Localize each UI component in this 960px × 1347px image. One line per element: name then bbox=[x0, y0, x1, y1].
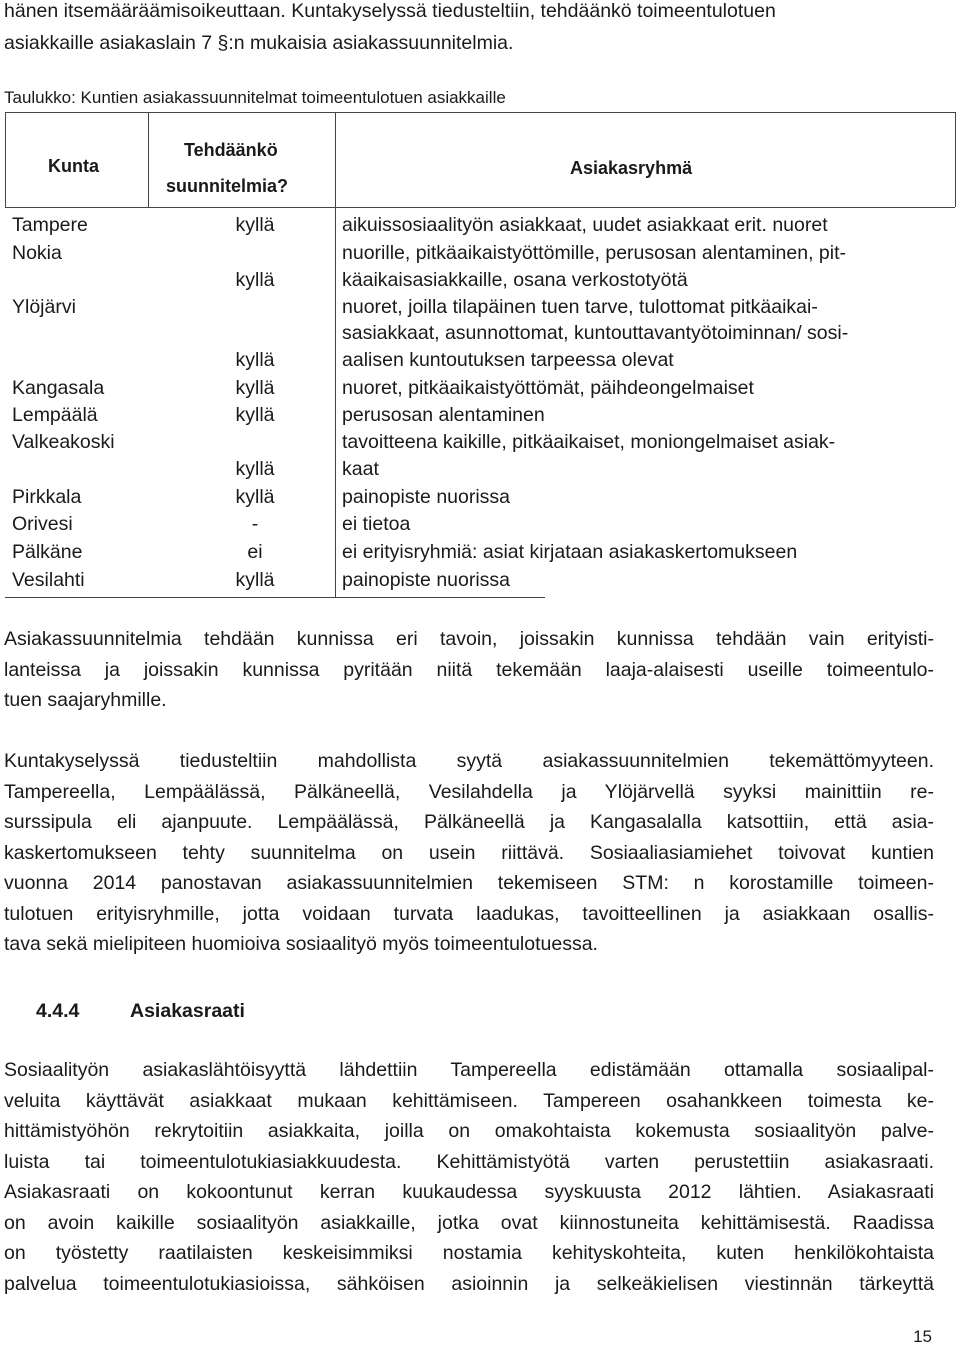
paragraph-3-line: hittämistyöhön rekrytoitiin asiakkaita, joilla on omakohtaista kokemusta sosiaalityön palve- bbox=[4, 1120, 934, 1142]
paragraph-1 bbox=[4, 624, 934, 716]
paragraph-2-line: surssipula eli ajanpuute. Lempäälässä, Pälkäneellä ja Kangasalalla katsottiin, että asia- bbox=[4, 811, 934, 833]
paragraph-3-line: Asiakasraati on kokoontunut kerran kuukaudessa syyskuusta 2012 lähtien. Asiakasraati bbox=[4, 1181, 934, 1203]
groups-cell-line-2: käaikaisasiakkaille, osana verkostotyötä bbox=[342, 269, 688, 291]
paragraph-2-line: Tampereella, Lempäälässä, Pälkäneellä, Vesilahdella ja Ylöjärvellä syyksi mainittiin re- bbox=[4, 780, 934, 803]
plan-cell: kyllä bbox=[235, 486, 275, 508]
groups-cell: ei erityisryhmiä: asiat kirjataan asiakaskertomukseen bbox=[342, 541, 798, 563]
municipality-cell: Lempäälä bbox=[12, 404, 98, 426]
section-heading bbox=[36, 1000, 245, 1023]
paragraph-2 bbox=[4, 746, 934, 960]
municipality-cell: Ylöjärvi bbox=[12, 296, 76, 318]
municipality-cell: Vesilahti bbox=[12, 569, 85, 591]
table-col-divider-2 bbox=[335, 112, 336, 598]
plan-cell: kyllä bbox=[235, 269, 275, 291]
groups-cell-line-1: tavoitteena kaikille, pitkäaikaiset, moniongelmaiset asiak- bbox=[342, 431, 836, 453]
groups-cell-line-1: nuoret, joilla tilapäinen tuen tarve, tulottomat pitkäaikai- bbox=[342, 296, 818, 318]
municipality-cell: Nokia bbox=[12, 242, 62, 264]
plan-cell: kyllä bbox=[235, 349, 275, 371]
groups-cell-line-2: kaat bbox=[342, 458, 379, 480]
paragraph-2-line: kaskertomukseen tehty suunnitelma on usein riittävä. Sosiaaliasiamiehet toivovat kuntien bbox=[4, 841, 934, 864]
paragraph-3-line: Sosiaalityön asiakaslähtöisyyttä lähdettiin Tampereella edistämään ottamalla sosiaalipal- bbox=[4, 1059, 934, 1081]
paragraph-3-line: palvelua toimeentulotukiasioissa, sähköisen asioinnin ja selkeäkielisen viestinnän tärkeyttä bbox=[4, 1272, 934, 1295]
header-plan-line-2: suunnitelmia? bbox=[166, 176, 289, 196]
municipality-cell: Kangasala bbox=[12, 377, 105, 399]
groups-cell: painopiste nuorissa bbox=[342, 569, 511, 591]
municipality-cell: Orivesi bbox=[12, 513, 73, 535]
groups-cell: painopiste nuorissa bbox=[342, 486, 511, 508]
paragraph-3-line: on avoin kaikille sosiaalityön asiakkaille, jotka ovat kiinnostuneita kehittämisestä. Raadissa bbox=[4, 1211, 934, 1234]
plan-cell: - bbox=[251, 513, 259, 535]
groups-cell-line-2: sasiakkaat, asunnottomat, kuntouttavantyötoiminnan/ sosi- bbox=[342, 322, 849, 344]
plan-cell: kyllä bbox=[235, 458, 275, 480]
paragraph-2-line: vuonna 2014 panostavan asiakassuunnitelmien tekemiseen STM: n korostamille toimeen- bbox=[4, 872, 934, 894]
groups-cell: ei tietoa bbox=[342, 513, 411, 535]
table-right-border bbox=[955, 112, 956, 207]
paragraph-1-line: lanteissa ja joissakin kunnissa pyritään niitä tekemään laaja-alaisesti useille toimeentulo- bbox=[4, 658, 934, 681]
groups-cell-line-1: nuorille, pitkäaikaistyöttömille, perusosan alentaminen, pit- bbox=[342, 242, 847, 264]
table-caption: Taulukko: Kuntien asiakassuunnitelmat toimeentulotuen asiakkaille bbox=[4, 88, 506, 107]
plan-cell: ei bbox=[247, 541, 263, 563]
groups-cell: perusosan alentaminen bbox=[342, 404, 545, 426]
paragraph-3-line: on työstetty raatilaisten keskeisimmiksi nostamia kehityskohteita, kuten henkilökohtaista bbox=[4, 1242, 934, 1264]
municipality-cell: Pirkkala bbox=[12, 486, 82, 508]
plan-cell: kyllä bbox=[235, 214, 275, 236]
header-municipality: Kunta bbox=[48, 156, 99, 176]
plan-cell: kyllä bbox=[235, 569, 275, 591]
header-plan-line-1: Tehdäänkö bbox=[184, 140, 278, 160]
intro-line-1: hänen itsemääräämisoikeuttaan. Kuntakyselyssä tiedusteltiin, tehdäänkö toimeentulotuen bbox=[4, 0, 776, 22]
groups-cell: aikuissosiaalityön asiakkaat, uudet asiakkaat erit. nuoret bbox=[342, 214, 828, 236]
section-title: Asiakasraati bbox=[130, 1000, 245, 1022]
header-groups: Asiakasryhmä bbox=[570, 158, 693, 178]
paragraph-2-line: tulotuen erityisryhmille, jotta voidaan turvata laadukas, tavoitteellinen ja asiakkaan osallis- bbox=[4, 902, 934, 925]
municipality-cell: Tampere bbox=[12, 214, 88, 236]
plan-cell: kyllä bbox=[235, 404, 275, 426]
groups-cell-line-3: aalisen kuntoutuksen tarpeessa olevat bbox=[342, 349, 674, 371]
table-bottom-border-col2 bbox=[148, 597, 336, 598]
page-number: 15 bbox=[913, 1327, 932, 1346]
paragraph-3-line: veluita käyttävät asiakkaat mukaan kehittämiseen. Tampereen osahankkeen toimesta ke- bbox=[4, 1089, 934, 1112]
table-left-border bbox=[5, 112, 6, 207]
paragraph-2-line: tava sekä mielipiteen huomioiva sosiaalityö myös toimeentulotuessa. bbox=[4, 933, 598, 955]
municipality-cell: Pälkäne bbox=[12, 541, 83, 563]
table-col-divider-1 bbox=[148, 112, 149, 207]
groups-cell: nuoret, pitkäaikaistyöttömät, päihdeongelmaiset bbox=[342, 377, 754, 399]
paragraph-3 bbox=[4, 1055, 934, 1299]
paragraph-1-line: Asiakassuunnitelmia tehdään kunnissa eri tavoin, joissakin kunnissa tehdään vain erityisti- bbox=[4, 628, 934, 650]
table-bottom-border-col1 bbox=[5, 597, 150, 598]
paragraph-3-line: luista tai toimeentulotukiasiakkuudesta. Kehittämistyötä varten perustettiin asiakasraati. bbox=[4, 1150, 934, 1173]
section-number: 4.4.4 bbox=[36, 1000, 80, 1022]
table-header-border bbox=[5, 207, 955, 208]
paragraph-2-line: Kuntakyselyssä tiedusteltiin mahdollista syytä asiakassuunnitelmien tekemättömyyteen. bbox=[4, 750, 934, 772]
municipality-cell: Valkeakoski bbox=[12, 431, 115, 453]
paragraph-1-line: tuen saajaryhmille. bbox=[4, 689, 167, 711]
table-bottom-border-col3 bbox=[335, 597, 545, 598]
plan-cell: kyllä bbox=[235, 377, 275, 399]
intro-line-2: asiakkaille asiakaslain 7 §:n mukaisia asiakassuunnitelmia. bbox=[4, 32, 514, 54]
